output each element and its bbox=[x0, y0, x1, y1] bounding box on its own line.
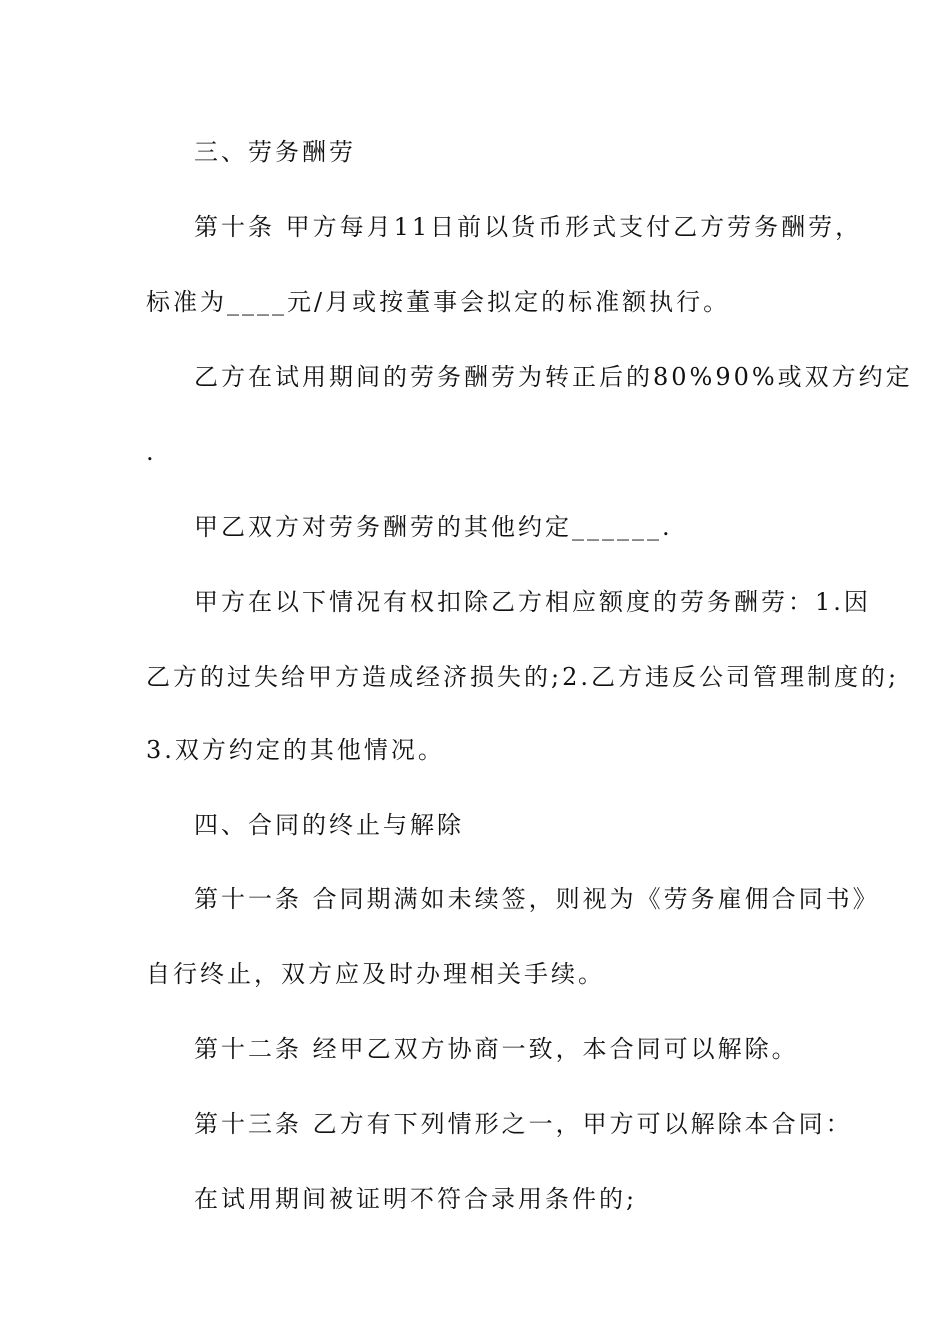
article-13: 第十三条 乙方有下列情形之一，甲方可以解除本合同： bbox=[194, 1110, 853, 1138]
probation-pay-line-2: . bbox=[146, 438, 157, 466]
article-10-line-1: 第十条 甲方每月11日前以货币形式支付乙方劳务酬劳， bbox=[194, 213, 863, 241]
section-heading-termination: 四、合同的终止与解除 bbox=[194, 811, 464, 839]
deduction-clause-line-1: 甲方在以下情况有权扣除乙方相应额度的劳务酬劳：1.因 bbox=[194, 588, 871, 616]
article-13-item-1: 在试用期间被证明不符合录用条件的; bbox=[194, 1185, 638, 1213]
article-11-line-1: 第十一条 合同期满如未续签，则视为《劳务雇佣合同书》 bbox=[194, 885, 880, 913]
other-pay-agreement: 甲乙双方对劳务酬劳的其他约定______. bbox=[194, 513, 673, 541]
deduction-clause-line-2: 乙方的过失给甲方造成经济损失的;2.乙方违反公司管理制度的; bbox=[146, 663, 900, 691]
article-12: 第十二条 经甲乙双方协商一致，本合同可以解除。 bbox=[194, 1035, 799, 1063]
probation-pay-line-1: 乙方在试用期间的劳务酬劳为转正后的80%90%或双方约定 bbox=[194, 363, 913, 391]
article-11-line-2: 自行终止，双方应及时办理相关手续。 bbox=[146, 960, 605, 988]
deduction-clause-line-3: 3.双方约定的其他情况。 bbox=[146, 736, 445, 764]
article-10-line-2: 标准为____元/月或按董事会拟定的标准额执行。 bbox=[146, 288, 731, 316]
section-heading-remuneration: 三、劳务酬劳 bbox=[194, 138, 356, 166]
